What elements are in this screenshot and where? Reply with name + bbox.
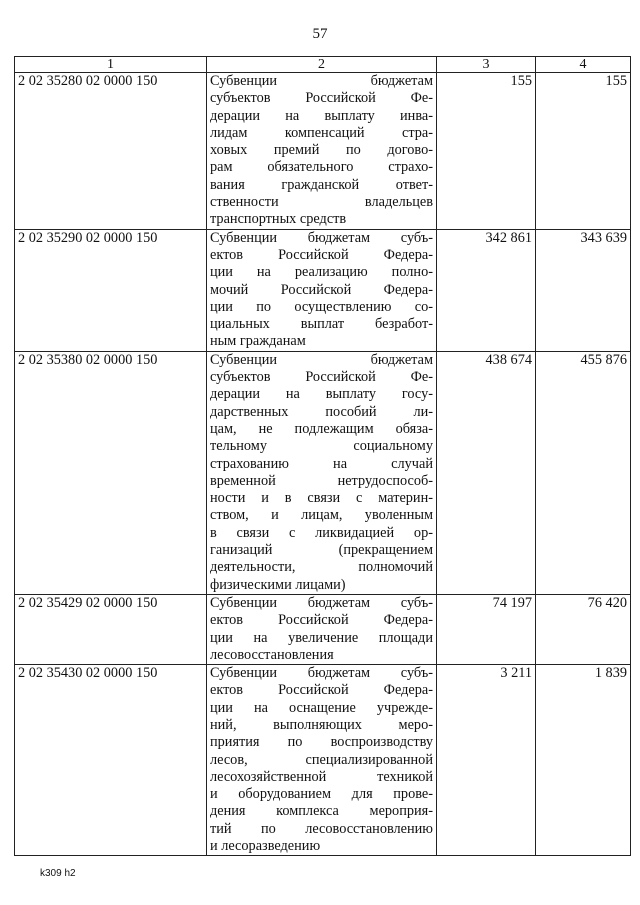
description-line: дерации на выплату госу- [210,386,433,403]
table-header-row [15,57,631,73]
description-line: ектов Российской Федера- [210,682,433,699]
description-cell [207,351,437,594]
description-line: лидам компенсаций стра- [210,124,433,141]
description-line: деятельности, полномочий [210,559,433,576]
description-line: ектов Российской Федера- [210,612,433,629]
description-line: тельному социальному [210,438,433,455]
description-line: дерации на выплату инва- [210,107,433,124]
description-line: ганизаций (прекращением [210,542,433,559]
description-line: вания гражданской ответ- [210,176,433,193]
description-line: ции на оснащение учрежде- [210,699,433,716]
column-header-1: 1 [15,57,207,73]
description-line: лесов, специализированной [210,751,433,768]
description-line: ции по осуществлению со- [210,298,433,315]
description-cell [207,73,437,230]
description-line: ектов Российской Федера- [210,246,433,263]
description-line: и оборудованием для прове- [210,786,433,803]
budget-code-cell: 2 02 35290 02 0000 150 [15,229,207,351]
table-row [15,665,631,856]
amount-column-3-cell: 3 211 [437,665,536,856]
description-line: цам, не подлежащим обяза- [210,420,433,437]
page-number: 57 [312,26,328,42]
description-line: ности и в связи с материн- [210,490,433,507]
amount-column-3-cell: 74 197 [437,594,536,664]
table-body [15,73,631,856]
budget-code-cell: 2 02 35429 02 0000 150 [15,594,207,664]
column-header-2: 2 [207,57,437,73]
table-row [15,229,631,351]
description-line: лесовосстановления [210,646,334,663]
amount-column-4-cell: 343 639 [536,229,631,351]
description-line: временной нетрудоспособ- [210,472,433,489]
description-line: субъектов Российской Фе- [210,369,433,386]
description-cell [207,665,437,856]
amount-column-4-cell: 76 420 [536,594,631,664]
column-header-3: 3 [437,57,536,73]
column-header-4: 4 [536,57,631,73]
amount-column-4-cell: 1 839 [536,665,631,856]
table-row [15,594,631,664]
description-line: ным гражданам [210,333,306,350]
description-line: и лесоразведению [210,838,321,855]
description-line: ции на реализацию полно- [210,264,433,281]
description-line: транспортных средств [210,211,347,228]
table-row [15,351,631,594]
description-line: ственности владельцев [210,194,433,211]
description-line: дения комплекса мероприя- [210,803,433,820]
description-line: лесохозяйственной техникой [210,768,433,785]
description-line: ции на увеличение площади [210,629,433,646]
description-line: Субвенции бюджетам [210,351,433,368]
description-cell [207,229,437,351]
budget-code-cell: 2 02 35430 02 0000 150 [15,665,207,856]
footer-code: k309 h2 [40,868,76,879]
description-cell [207,594,437,664]
description-line: ством, и лицам, уволенным [210,507,433,524]
description-line: в связи с ликвидацией ор- [210,524,433,541]
description-line: рам обязательного страхо- [210,159,433,176]
description-line: физическими лицами) [210,576,346,593]
amount-column-4-cell: 455 876 [536,351,631,594]
description-line: тий по лесовосстановлению [210,820,433,837]
description-line: циальных выплат безработ- [210,316,433,333]
amount-column-3-cell: 342 861 [437,229,536,351]
description-line: ний, выполняющих меро- [210,716,433,733]
description-line: мочий Российской Федера- [210,281,433,298]
amount-column-4-cell: 155 [536,73,631,230]
description-line: Субвенции бюджетам субъ- [210,229,433,246]
amount-column-3-cell: 155 [437,73,536,230]
budget-code-cell: 2 02 35380 02 0000 150 [15,351,207,594]
description-line: Субвенции бюджетам субъ- [210,594,433,611]
description-line: приятия по воспроизводству [210,734,433,751]
description-line: Субвенции бюджетам субъ- [210,665,433,682]
description-line: субъектов Российской Фе- [210,90,433,107]
description-line: ховых премий по догово- [210,142,433,159]
description-line: Субвенции бюджетам [210,73,433,89]
budget-table [14,56,631,856]
description-line: дарственных пособий ли- [210,403,433,420]
amount-column-3-cell: 438 674 [437,351,536,594]
description-line: страхованию на случай [210,455,433,472]
budget-code-cell: 2 02 35280 02 0000 150 [15,73,207,230]
table-row [15,73,631,230]
